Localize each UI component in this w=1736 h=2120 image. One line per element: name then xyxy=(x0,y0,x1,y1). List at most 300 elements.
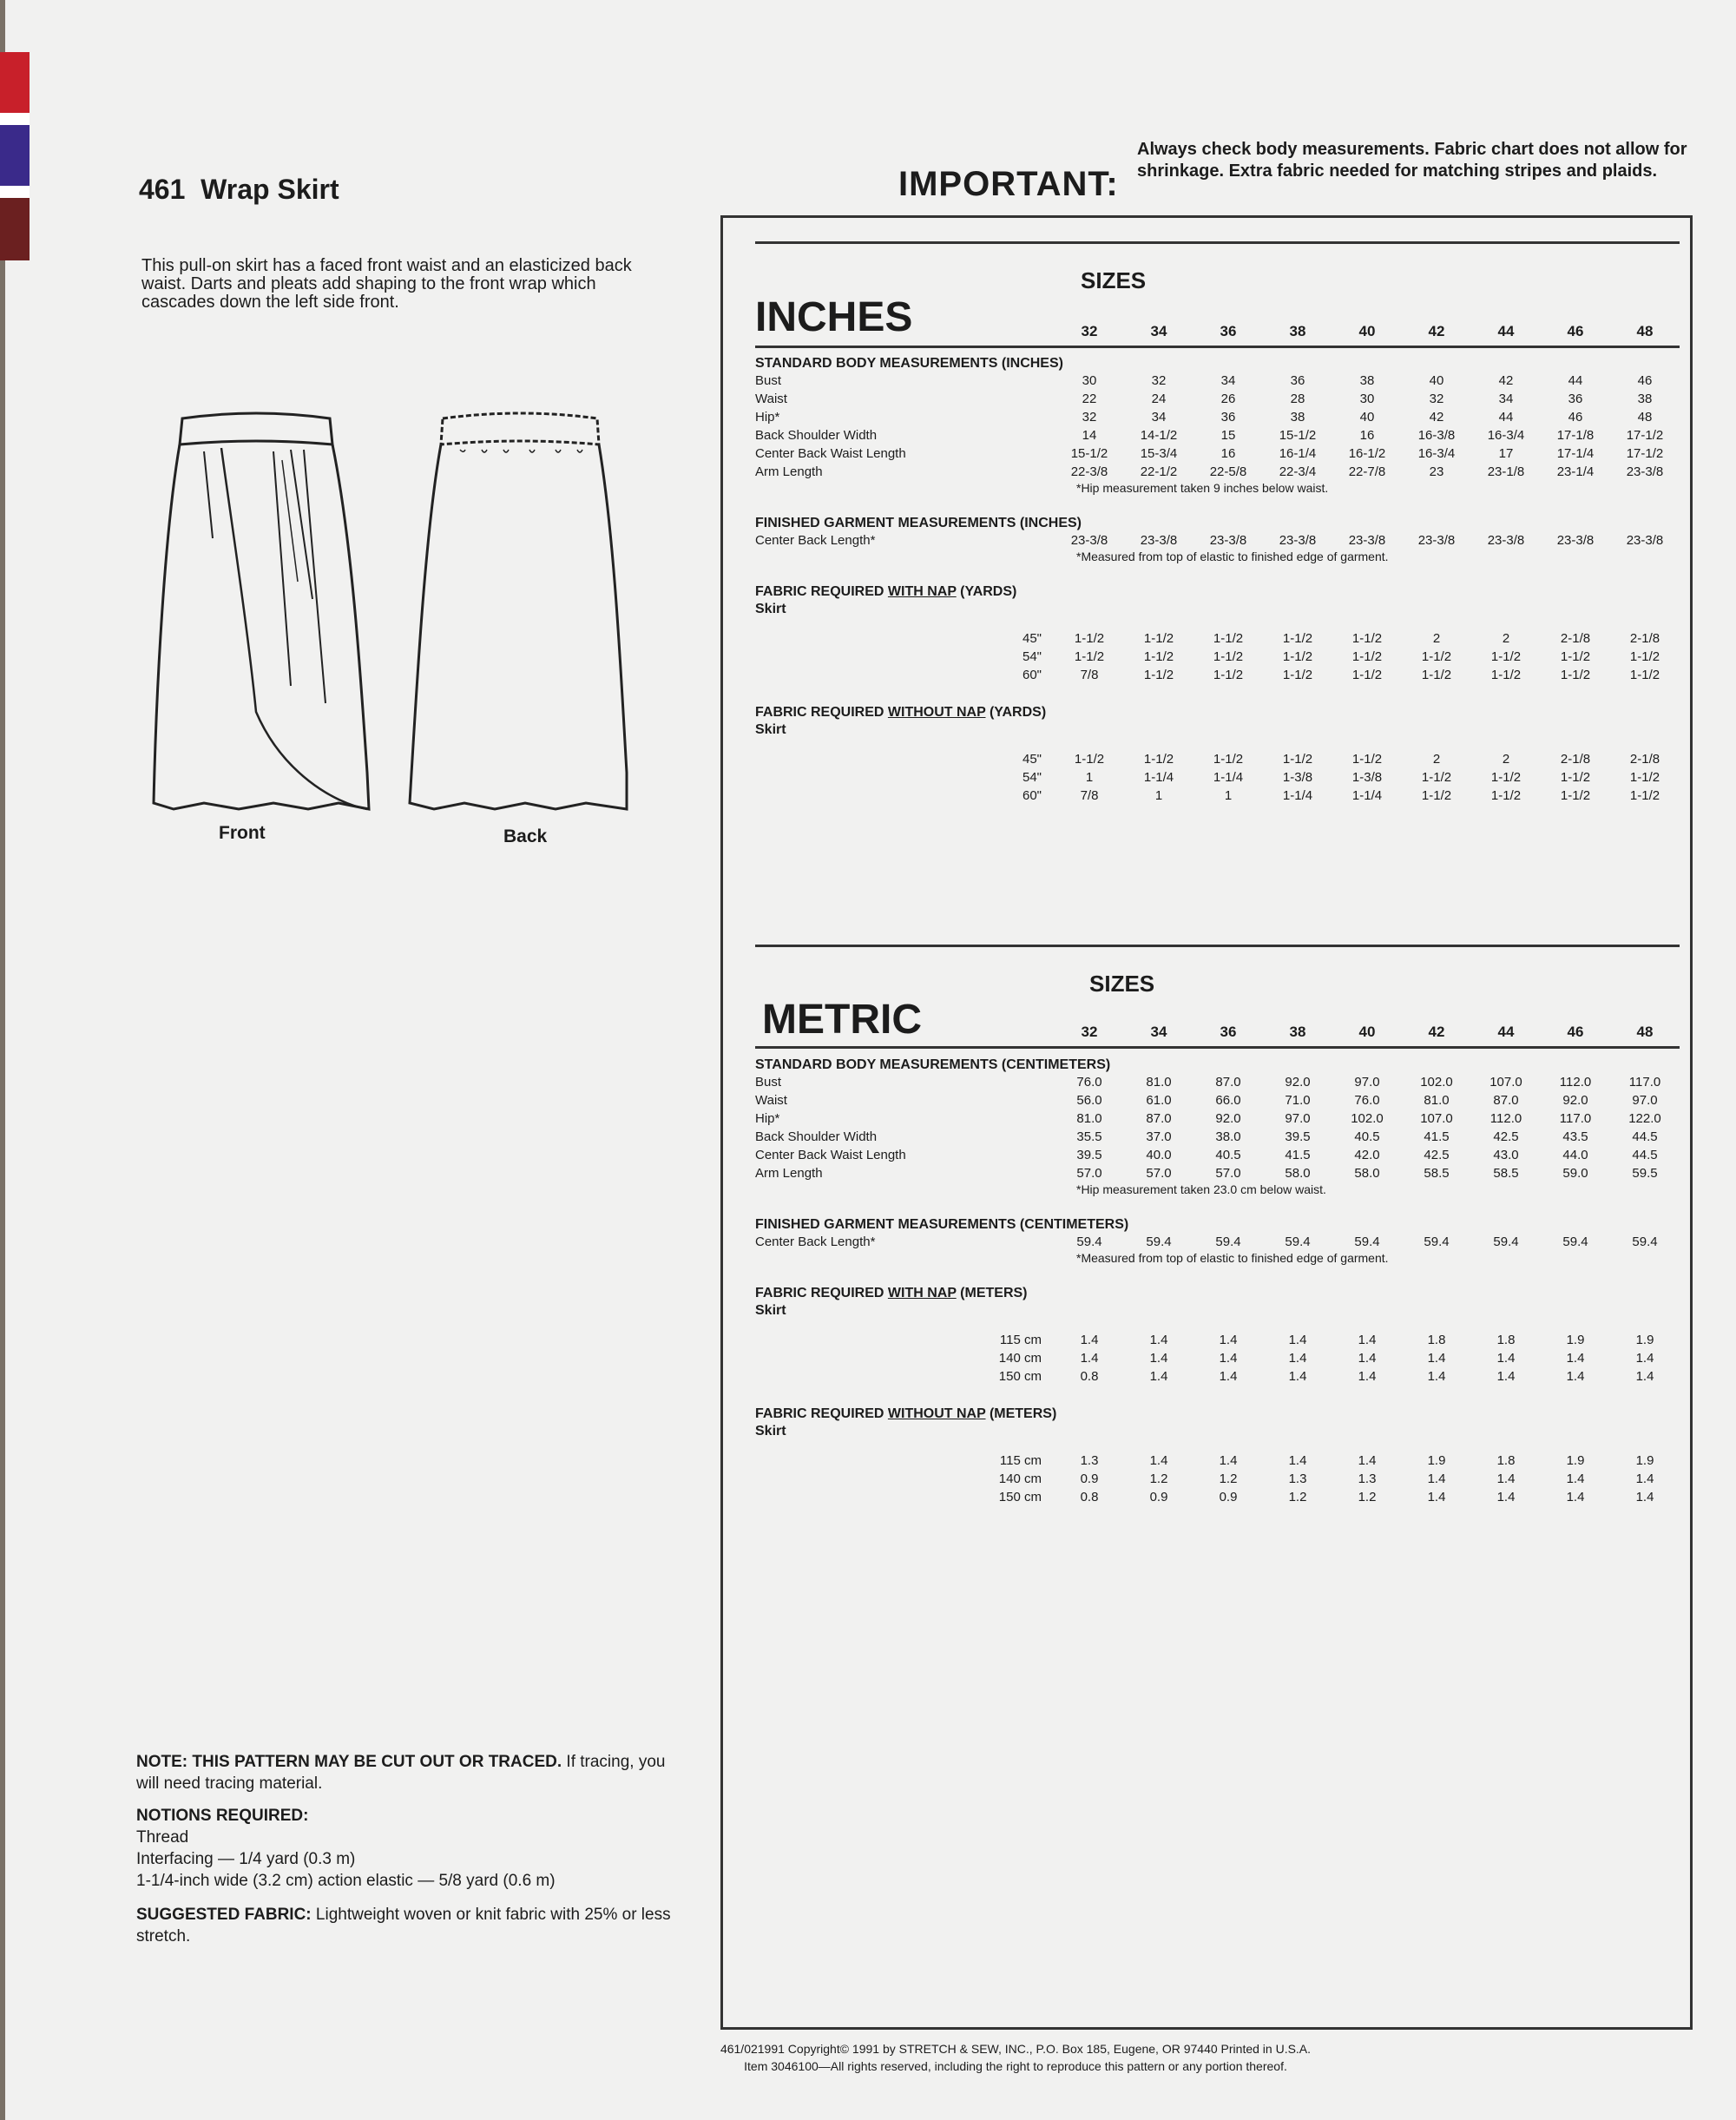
table-cell: 1.4 xyxy=(1358,1453,1377,1468)
table-cell: 1.4 xyxy=(1496,1490,1516,1504)
finished-measurements-heading: FINISHED GARMENT MEASUREMENTS (INCHES) xyxy=(755,516,1082,530)
table-cell: 42 xyxy=(1429,410,1444,425)
table-cell: 38 xyxy=(1359,373,1375,388)
table-cell: 40.5 xyxy=(1354,1129,1380,1144)
table-cell: 42.0 xyxy=(1354,1148,1380,1162)
table-cell: 43.5 xyxy=(1562,1129,1588,1144)
table-cell: 17-1/2 xyxy=(1626,428,1664,443)
table-cell: 1-1/2 xyxy=(1143,668,1174,682)
table-cell: 58.0 xyxy=(1354,1166,1380,1181)
table-cell: 17-1/4 xyxy=(1556,446,1595,461)
table-cell: 1-1/2 xyxy=(1490,770,1522,785)
garment-label: Skirt xyxy=(755,1303,786,1318)
table-cell: 1.4 xyxy=(1219,1369,1238,1384)
table-cell: 17-1/2 xyxy=(1626,446,1664,461)
table-cell: 1.4 xyxy=(1566,1471,1585,1486)
size-header: 46 xyxy=(1567,323,1584,339)
table-cell: 1.4 xyxy=(1149,1351,1168,1366)
table-cell: 112.0 xyxy=(1559,1075,1592,1090)
table-cell: 16 xyxy=(1220,446,1236,461)
table-cell: 87.0 xyxy=(1493,1093,1519,1108)
table-cell: 34 xyxy=(1151,410,1167,425)
table-row xyxy=(755,446,1680,464)
table-cell: 1.4 xyxy=(1496,1351,1516,1366)
table-cell: 1-1/2 xyxy=(1421,788,1452,803)
table-cell: 23-3/8 xyxy=(1417,533,1456,548)
table-cell: 38 xyxy=(1637,392,1653,406)
table-row xyxy=(755,770,1680,788)
table-cell: 23-3/8 xyxy=(1626,464,1664,479)
table-cell: 1.3 xyxy=(1080,1453,1099,1468)
row-label: Back Shoulder Width xyxy=(755,428,878,443)
table-cell: 1-1/4 xyxy=(1143,770,1174,785)
table-cell: 1.4 xyxy=(1288,1369,1307,1384)
table-cell: 1.4 xyxy=(1358,1369,1377,1384)
table-cell: 1-1/2 xyxy=(1560,788,1591,803)
table-cell: 97.0 xyxy=(1632,1093,1658,1108)
table-cell: 30 xyxy=(1359,392,1375,406)
table-cell: 1-1/4 xyxy=(1213,770,1244,785)
table-cell: 23-3/8 xyxy=(1140,533,1178,548)
table-cell: 41.5 xyxy=(1424,1129,1450,1144)
table-cell: 2 xyxy=(1502,631,1510,646)
table-row xyxy=(755,1333,1680,1351)
copyright-notice: 461/021991 Copyright© 1991 by STRETCH & SEW, INC., P.O. Box 185, Eugene, OR 97440 Printed in U.S.A. Item 3046100—All rights reserved, including the right to reproduce this pattern or any portion thereof. xyxy=(720,2042,1312,2073)
table-cell: 36 xyxy=(1290,373,1305,388)
table-row xyxy=(755,1111,1680,1129)
table-cell: 2-1/8 xyxy=(1560,752,1591,767)
body-measurements-heading: STANDARD BODY MEASUREMENTS (INCHES) xyxy=(755,356,1063,371)
table-cell: 1-1/2 xyxy=(1421,668,1452,682)
table-cell: 23-3/8 xyxy=(1626,533,1664,548)
table-cell: 1.4 xyxy=(1149,1453,1168,1468)
table-cell: 7/8 xyxy=(1080,788,1099,803)
table-cell: 1.4 xyxy=(1496,1369,1516,1384)
table-cell: 59.5 xyxy=(1632,1166,1658,1181)
table-cell: 1-1/2 xyxy=(1490,788,1522,803)
fabric-width-label: 60" xyxy=(1022,788,1042,803)
table-cell: 42.5 xyxy=(1493,1129,1519,1144)
table-cell: 2-1/8 xyxy=(1629,631,1660,646)
table-cell: 59.4 xyxy=(1493,1234,1519,1249)
table-cell: 1-1/2 xyxy=(1351,631,1383,646)
table-cell: 1.4 xyxy=(1219,1351,1238,1366)
table-cell: 1-1/2 xyxy=(1629,788,1660,803)
row-label: Center Back Length* xyxy=(755,1234,876,1249)
table-cell: 122.0 xyxy=(1628,1111,1661,1126)
table-cell: 1-1/2 xyxy=(1074,631,1105,646)
table-cell: 1-1/2 xyxy=(1213,752,1244,767)
table-cell: 38 xyxy=(1290,410,1305,425)
table-cell: 1.4 xyxy=(1427,1351,1446,1366)
table-cell: 2-1/8 xyxy=(1629,752,1660,767)
table-cell: 1.4 xyxy=(1288,1453,1307,1468)
row-label: Hip* xyxy=(755,1111,780,1126)
table-cell: 87.0 xyxy=(1146,1111,1172,1126)
table-cell: 92.0 xyxy=(1562,1093,1588,1108)
notion-item: Thread xyxy=(136,1828,189,1847)
table-cell: 39.5 xyxy=(1285,1129,1311,1144)
table-cell: 1-1/2 xyxy=(1282,649,1313,664)
table-cell: 38.0 xyxy=(1215,1129,1241,1144)
size-header: 44 xyxy=(1497,323,1515,339)
table-cell: 1-1/2 xyxy=(1560,770,1591,785)
table-cell: 1.8 xyxy=(1427,1333,1446,1347)
fabric-width-label: 140 cm xyxy=(998,1471,1042,1486)
table-cell: 2 xyxy=(1432,752,1441,767)
table-cell: 2 xyxy=(1502,752,1510,767)
fabric-width-label: 54" xyxy=(1022,770,1042,785)
size-header: 48 xyxy=(1636,323,1654,339)
table-cell: 32 xyxy=(1429,392,1444,406)
table-cell: 81.0 xyxy=(1146,1075,1172,1090)
table-cell: 44.5 xyxy=(1632,1129,1658,1144)
table-cell: 0.8 xyxy=(1080,1490,1099,1504)
metric-sizes-label: SIZES xyxy=(1089,971,1155,997)
fabric-with-nap-heading: FABRIC REQUIRED WITH NAP (YARDS) xyxy=(755,584,1017,599)
table-cell: 23-3/8 xyxy=(1348,533,1386,548)
table-cell: 39.5 xyxy=(1076,1148,1102,1162)
table-cell: 1.4 xyxy=(1080,1333,1099,1347)
table-cell: 23 xyxy=(1429,464,1444,479)
table-cell: 1.4 xyxy=(1635,1369,1654,1384)
table-cell: 59.4 xyxy=(1215,1234,1241,1249)
table-cell: 42.5 xyxy=(1424,1148,1450,1162)
table-cell: 46 xyxy=(1568,410,1583,425)
size-header: 40 xyxy=(1358,323,1376,339)
table-cell: 0.8 xyxy=(1080,1369,1099,1384)
table-cell: 1-1/2 xyxy=(1143,631,1174,646)
table-cell: 44.0 xyxy=(1562,1148,1588,1162)
table-cell: 43.0 xyxy=(1493,1148,1519,1162)
table-cell: 1-3/8 xyxy=(1351,770,1383,785)
table-cell: 48 xyxy=(1637,410,1653,425)
table-cell: 1-1/2 xyxy=(1351,668,1383,682)
table-cell: 1-1/2 xyxy=(1560,649,1591,664)
fabric-width-label: 115 cm xyxy=(999,1333,1042,1347)
table-cell: 61.0 xyxy=(1146,1093,1172,1108)
table-cell: 1-1/2 xyxy=(1074,649,1105,664)
table-cell: 107.0 xyxy=(1489,1075,1522,1090)
garment-label: Skirt xyxy=(755,722,786,737)
table-cell: 58.5 xyxy=(1424,1166,1450,1181)
table-cell: 58.0 xyxy=(1285,1166,1311,1181)
table-row xyxy=(755,1129,1680,1148)
table-cell: 15-3/4 xyxy=(1140,446,1178,461)
table-cell: 0.9 xyxy=(1219,1490,1238,1504)
table-cell: 46 xyxy=(1637,373,1653,388)
table-cell: 32 xyxy=(1082,410,1097,425)
table-cell: 32 xyxy=(1151,373,1167,388)
fabric-without-nap-heading: FABRIC REQUIRED WITHOUT NAP (METERS) xyxy=(755,1406,1057,1421)
brand-stripes xyxy=(0,52,30,260)
table-cell: 1.9 xyxy=(1635,1333,1654,1347)
table-cell: 23-3/8 xyxy=(1070,533,1108,548)
table-cell: 1-1/4 xyxy=(1351,788,1383,803)
table-row xyxy=(755,788,1680,807)
table-row xyxy=(755,464,1680,483)
table-cell: 1.2 xyxy=(1149,1471,1168,1486)
table-cell: 44 xyxy=(1498,410,1514,425)
inches-sizes-label: SIZES xyxy=(1081,267,1147,293)
table-cell: 23-1/8 xyxy=(1487,464,1525,479)
table-cell: 24 xyxy=(1151,392,1167,406)
size-header: 42 xyxy=(1428,323,1445,339)
size-header: 34 xyxy=(1150,323,1167,339)
table-cell: 36 xyxy=(1220,410,1236,425)
table-cell: 1.8 xyxy=(1496,1333,1516,1347)
row-label: Hip* xyxy=(755,410,780,425)
footnote: *Measured from top of elastic to finished edge of garment. xyxy=(1076,1251,1389,1265)
table-cell: 16 xyxy=(1359,428,1375,443)
table-cell: 23-3/8 xyxy=(1209,533,1247,548)
row-label: Arm Length xyxy=(755,464,823,479)
table-cell: 22-5/8 xyxy=(1209,464,1247,479)
garment-label: Skirt xyxy=(755,1424,786,1439)
table-cell: 1-3/8 xyxy=(1282,770,1313,785)
table-cell: 1.4 xyxy=(1566,1369,1585,1384)
table-cell: 1.4 xyxy=(1219,1333,1238,1347)
table-cell: 1-1/2 xyxy=(1421,649,1452,664)
table-cell: 2-1/8 xyxy=(1560,631,1591,646)
table-cell: 81.0 xyxy=(1076,1111,1102,1126)
table-cell: 59.0 xyxy=(1562,1166,1588,1181)
front-view-label: Front xyxy=(219,823,266,843)
notion-item: Interfacing — 1/4 yard (0.3 m) xyxy=(136,1850,356,1868)
table-cell: 71.0 xyxy=(1285,1093,1311,1108)
table-cell: 1-1/2 xyxy=(1282,752,1313,767)
table-cell: 92.0 xyxy=(1285,1075,1311,1090)
table-cell: 1.4 xyxy=(1080,1351,1099,1366)
table-cell: 1.4 xyxy=(1635,1490,1654,1504)
footnote: *Measured from top of elastic to finished edge of garment. xyxy=(1076,550,1389,563)
table-cell: 1.4 xyxy=(1496,1471,1516,1486)
size-header: 38 xyxy=(1289,1024,1306,1040)
table-cell: 40.5 xyxy=(1215,1148,1241,1162)
table-cell: 1.2 xyxy=(1219,1471,1238,1486)
table-cell: 1.4 xyxy=(1427,1471,1446,1486)
inches-title: INCHES xyxy=(755,294,913,340)
row-label: Back Shoulder Width xyxy=(755,1129,878,1144)
skirt-front-drawing xyxy=(143,408,386,820)
fabric-width-label: 140 cm xyxy=(998,1351,1042,1366)
table-cell: 76.0 xyxy=(1076,1075,1102,1090)
table-cell: 107.0 xyxy=(1420,1111,1453,1126)
table-cell: 17-1/8 xyxy=(1556,428,1595,443)
table-cell: 40 xyxy=(1429,373,1444,388)
row-label: Center Back Waist Length xyxy=(755,446,906,461)
table-cell: 15-1/2 xyxy=(1070,446,1108,461)
table-cell: 1.4 xyxy=(1566,1351,1585,1366)
table-cell: 1-1/2 xyxy=(1490,668,1522,682)
table-cell: 14 xyxy=(1082,428,1097,443)
notions-heading: NOTIONS REQUIRED: xyxy=(136,1807,309,1825)
table-cell: 1-1/2 xyxy=(1143,752,1174,767)
table-cell: 23-1/4 xyxy=(1556,464,1595,479)
table-cell: 57.0 xyxy=(1076,1166,1102,1181)
fabric-width-label: 45" xyxy=(1022,631,1042,646)
table-cell: 26 xyxy=(1220,392,1236,406)
table-cell: 1 xyxy=(1224,788,1233,803)
table-row xyxy=(755,1453,1680,1471)
table-cell: 59.4 xyxy=(1632,1234,1658,1249)
table-row xyxy=(755,373,1680,392)
table-cell: 1-1/2 xyxy=(1629,770,1660,785)
table-cell: 22-3/8 xyxy=(1070,464,1108,479)
table-cell: 59.4 xyxy=(1354,1234,1380,1249)
table-cell: 28 xyxy=(1290,392,1305,406)
table-cell: 57.0 xyxy=(1146,1166,1172,1181)
table-cell: 1-1/2 xyxy=(1213,631,1244,646)
fabric-width-label: 54" xyxy=(1022,649,1042,664)
table-cell: 1-1/2 xyxy=(1282,668,1313,682)
table-cell: 15 xyxy=(1220,428,1236,443)
table-cell: 16-1/4 xyxy=(1279,446,1317,461)
garment-label: Skirt xyxy=(755,602,786,616)
table-cell: 1-1/2 xyxy=(1213,649,1244,664)
table-cell: 1.4 xyxy=(1358,1351,1377,1366)
table-row xyxy=(755,1471,1680,1490)
table-row xyxy=(755,1166,1680,1184)
skirt-back-drawing xyxy=(399,408,642,820)
table-cell: 57.0 xyxy=(1215,1166,1241,1181)
finished-measurements-heading: FINISHED GARMENT MEASUREMENTS (CENTIMETERS) xyxy=(755,1217,1129,1232)
fabric-width-label: 115 cm xyxy=(999,1453,1042,1468)
table-cell: 14-1/2 xyxy=(1140,428,1178,443)
row-label: Arm Length xyxy=(755,1166,823,1181)
table-row xyxy=(755,1075,1680,1093)
table-cell: 44.5 xyxy=(1632,1148,1658,1162)
table-cell: 16-3/4 xyxy=(1487,428,1525,443)
cut-or-trace-note: NOTE: THIS PATTERN MAY BE CUT OUT OR TRACED. If tracing, you will need tracing material. xyxy=(136,1753,666,1793)
table-cell: 1.9 xyxy=(1566,1453,1585,1468)
fabric-width-label: 150 cm xyxy=(998,1369,1042,1384)
size-header: 40 xyxy=(1358,1024,1376,1040)
important-note: Always check body measurements. Fabric chart does not allow for shrinkage. Extra fabric needed for matching stripes and plaids. xyxy=(1137,140,1687,181)
table-cell: 1.9 xyxy=(1635,1453,1654,1468)
important-label: IMPORTANT: xyxy=(898,165,1119,203)
table-cell: 37.0 xyxy=(1146,1129,1172,1144)
table-row xyxy=(755,1093,1680,1111)
row-label: Waist xyxy=(755,392,787,406)
row-label: Bust xyxy=(755,1075,782,1090)
table-cell: 2 xyxy=(1432,631,1441,646)
table-cell: 1 xyxy=(1085,770,1094,785)
table-cell: 87.0 xyxy=(1215,1075,1241,1090)
table-cell: 40.0 xyxy=(1146,1148,1172,1162)
table-cell: 23-3/8 xyxy=(1279,533,1317,548)
table-cell: 1-1/2 xyxy=(1629,668,1660,682)
table-cell: 56.0 xyxy=(1076,1093,1102,1108)
table-cell: 102.0 xyxy=(1351,1111,1384,1126)
table-row xyxy=(755,668,1680,686)
table-cell: 1-1/2 xyxy=(1282,631,1313,646)
table-cell: 17 xyxy=(1498,446,1514,461)
table-row xyxy=(755,1234,1680,1253)
table-cell: 1 xyxy=(1154,788,1163,803)
table-cell: 92.0 xyxy=(1215,1111,1241,1126)
table-cell: 1-1/2 xyxy=(1074,752,1105,767)
table-cell: 1-1/4 xyxy=(1282,788,1313,803)
table-cell: 41.5 xyxy=(1285,1148,1311,1162)
table-cell: 59.4 xyxy=(1562,1234,1588,1249)
table-cell: 1-1/2 xyxy=(1421,770,1452,785)
size-header: 36 xyxy=(1220,323,1237,339)
size-header: 32 xyxy=(1081,1024,1098,1040)
page-edge xyxy=(0,0,5,2120)
table-cell: 34 xyxy=(1220,373,1236,388)
size-header: 42 xyxy=(1428,1024,1445,1040)
table-cell: 1.4 xyxy=(1219,1453,1238,1468)
table-row xyxy=(755,428,1680,446)
table-cell: 59.4 xyxy=(1146,1234,1172,1249)
fabric-with-nap-heading: FABRIC REQUIRED WITH NAP (METERS) xyxy=(755,1286,1028,1300)
table-cell: 1-1/2 xyxy=(1351,649,1383,664)
table-cell: 1.8 xyxy=(1496,1453,1516,1468)
table-cell: 16-3/4 xyxy=(1417,446,1456,461)
table-cell: 15-1/2 xyxy=(1279,428,1317,443)
table-cell: 1-1/2 xyxy=(1213,668,1244,682)
table-cell: 1.4 xyxy=(1288,1351,1307,1366)
size-header: 46 xyxy=(1567,1024,1584,1040)
table-cell: 1-1/2 xyxy=(1490,649,1522,664)
table-row xyxy=(755,410,1680,428)
table-cell: 66.0 xyxy=(1215,1093,1241,1108)
inches-size-row xyxy=(755,319,1680,346)
table-cell: 0.9 xyxy=(1149,1490,1168,1504)
row-label: Bust xyxy=(755,373,782,388)
table-cell: 117.0 xyxy=(1559,1111,1592,1126)
table-cell: 102.0 xyxy=(1420,1075,1453,1090)
table-cell: 1.4 xyxy=(1427,1369,1446,1384)
table-row xyxy=(755,1490,1680,1508)
table-cell: 22-3/4 xyxy=(1279,464,1317,479)
table-cell: 35.5 xyxy=(1076,1129,1102,1144)
table-cell: 22-1/2 xyxy=(1140,464,1178,479)
fabric-width-label: 150 cm xyxy=(998,1490,1042,1504)
table-cell: 16-3/8 xyxy=(1417,428,1456,443)
metric-size-row xyxy=(755,1020,1680,1046)
table-cell: 1.9 xyxy=(1566,1333,1585,1347)
table-cell: 1.4 xyxy=(1358,1333,1377,1347)
size-header: 44 xyxy=(1497,1024,1515,1040)
back-view-label: Back xyxy=(503,826,548,846)
fabric-width-label: 60" xyxy=(1022,668,1042,682)
footnote: *Hip measurement taken 23.0 cm below waist. xyxy=(1076,1182,1326,1196)
pattern-title: 461 Wrap Skirt xyxy=(139,174,339,205)
table-cell: 16-1/2 xyxy=(1348,446,1386,461)
metric-title: METRIC xyxy=(762,997,922,1043)
size-header: 36 xyxy=(1220,1024,1237,1040)
table-row xyxy=(755,631,1680,649)
table-cell: 1.4 xyxy=(1635,1471,1654,1486)
table-row xyxy=(755,1369,1680,1387)
table-cell: 0.9 xyxy=(1080,1471,1099,1486)
body-measurements-heading: STANDARD BODY MEASUREMENTS (CENTIMETERS) xyxy=(755,1057,1111,1072)
table-cell: 44 xyxy=(1568,373,1583,388)
table-cell: 59.4 xyxy=(1285,1234,1311,1249)
table-cell: 97.0 xyxy=(1285,1111,1311,1126)
fabric-without-nap-heading: FABRIC REQUIRED WITHOUT NAP (YARDS) xyxy=(755,705,1047,720)
table-cell: 40 xyxy=(1359,410,1375,425)
table-cell: 1.4 xyxy=(1149,1369,1168,1384)
fabric-width-label: 45" xyxy=(1022,752,1042,767)
size-header: 48 xyxy=(1636,1024,1654,1040)
table-cell: 34 xyxy=(1498,392,1514,406)
table-cell: 1-1/2 xyxy=(1560,668,1591,682)
pattern-description: This pull-on skirt has a faced front waist and an elasticized back waist. Darts and pleats add shaping to the front wrap which cascades down the left side front. xyxy=(141,256,632,312)
table-cell: 1.9 xyxy=(1427,1453,1446,1468)
